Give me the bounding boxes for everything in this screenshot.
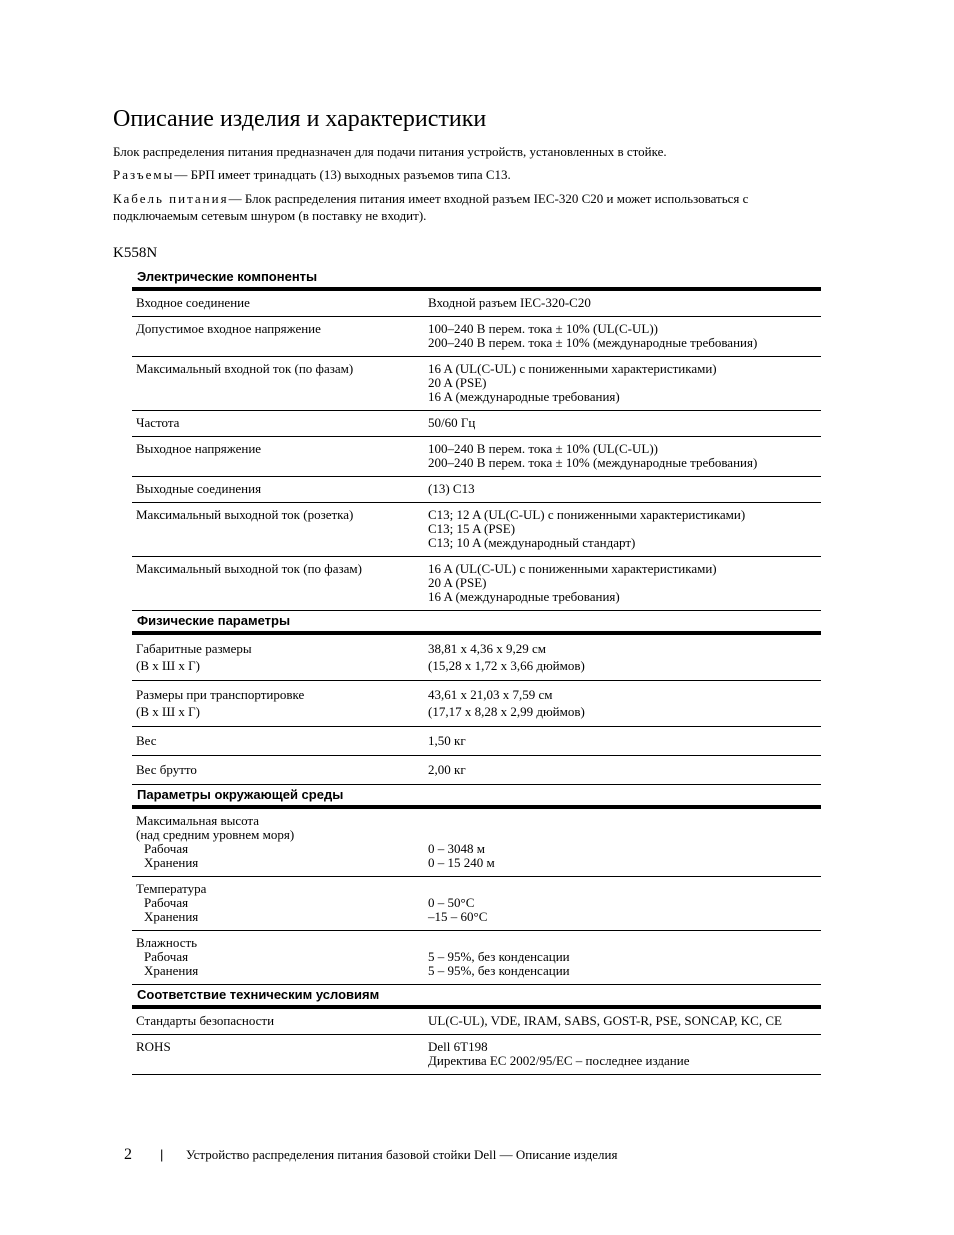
spec-value bbox=[428, 357, 821, 410]
spec-row bbox=[132, 931, 821, 985]
spec-value bbox=[428, 809, 821, 876]
spec-label-line: Рабочая bbox=[144, 895, 189, 910]
spec-row bbox=[132, 557, 821, 611]
spec-value-line: 0 – 3048 м bbox=[428, 841, 485, 856]
spec-value-line: (17,17 x 8,28 x 2,99 дюймов) bbox=[428, 704, 585, 719]
spec-value-line: UL(C-UL), VDE, IRAM, SABS, GOST-R, PSE, SONCAP, KC, CE bbox=[428, 1013, 782, 1028]
spec-label bbox=[132, 317, 428, 356]
spec-label bbox=[132, 1035, 428, 1074]
spec-value bbox=[428, 1035, 821, 1074]
spec-label bbox=[132, 809, 428, 876]
spec-row bbox=[132, 681, 821, 727]
spec-value-line: 200–240 В перем. тока ± 10% (международные требования) bbox=[428, 455, 758, 470]
spec-label bbox=[132, 727, 428, 755]
spec-value bbox=[428, 931, 821, 984]
spec-value-line: 16 A (международные требования) bbox=[428, 389, 620, 404]
page-title: Описание изделия и характеристики bbox=[113, 106, 487, 132]
spec-value-line: –15 – 60°C bbox=[428, 909, 488, 924]
spec-row bbox=[132, 756, 821, 785]
spec-label-line: Частота bbox=[136, 415, 180, 430]
spec-label bbox=[132, 503, 428, 556]
spec-label-line: ROHS bbox=[136, 1039, 171, 1054]
spec-value bbox=[428, 477, 821, 502]
spec-value bbox=[428, 681, 821, 726]
spec-label-line: Вес bbox=[136, 733, 157, 748]
spec-row bbox=[132, 503, 821, 557]
spec-value-line: Директива ЕС 2002/95/ЕС – последнее издание bbox=[428, 1053, 690, 1068]
spec-row bbox=[132, 809, 821, 877]
spec-label-line: (над средним уровнем моря) bbox=[136, 827, 295, 842]
spec-label-line: Габаритные размеры bbox=[136, 641, 252, 656]
spec-value-line: 20 A (PSE) bbox=[428, 375, 487, 390]
spec-label bbox=[132, 357, 428, 410]
spec-row bbox=[132, 317, 821, 357]
spec-label-line: Выходное напряжение bbox=[136, 441, 262, 456]
spacer bbox=[428, 936, 821, 950]
spec-value-line: (15,28 x 1,72 x 3,66 дюймов) bbox=[428, 658, 585, 673]
section-title-physical: Физические параметры bbox=[137, 613, 291, 628]
model-heading: K558N bbox=[113, 245, 158, 261]
spec-label-line: Хранения bbox=[144, 855, 199, 870]
spec-label bbox=[132, 1009, 428, 1034]
spec-label-line: Хранения bbox=[144, 909, 199, 924]
spec-label-line: (В x Ш x Г) bbox=[136, 658, 200, 673]
spec-value-line: 16 A (UL(C-UL) с пониженными характеристиками) bbox=[428, 561, 717, 576]
spec-label-line: (В x Ш x Г) bbox=[136, 704, 200, 719]
spacer bbox=[428, 814, 821, 828]
spec-value-line: 16 A (международные требования) bbox=[428, 589, 620, 604]
spec-value bbox=[428, 1009, 821, 1034]
spec-value-line: 100–240 В перем. тока ± 10% (UL(C-UL)) bbox=[428, 441, 658, 456]
connectors-term: Разъемы bbox=[113, 167, 175, 182]
spec-value-line: Dell 6T198 bbox=[428, 1039, 488, 1054]
spec-label bbox=[132, 635, 428, 680]
footer-title: Устройство распределения питания базовой стойки Dell — Описание изделия bbox=[186, 1147, 618, 1162]
page-number: 2 bbox=[124, 1146, 132, 1163]
specifications-table bbox=[132, 267, 821, 1075]
spec-label bbox=[132, 931, 428, 984]
spec-value-line: 200–240 В перем. тока ± 10% (международные требования) bbox=[428, 335, 758, 350]
spec-value-line: C13; 10 A (международный стандарт) bbox=[428, 535, 636, 550]
spec-label-line: Стандарты безопасности bbox=[136, 1013, 275, 1028]
spec-label-line: Входное соединение bbox=[136, 295, 250, 310]
spec-row bbox=[132, 727, 821, 756]
spec-value-line: (13) C13 bbox=[428, 481, 475, 496]
spec-label-line: Хранения bbox=[144, 963, 199, 978]
spec-label-line: Максимальный выходной ток (по фазам) bbox=[136, 561, 362, 576]
spec-label bbox=[132, 557, 428, 610]
spec-value-line: 50/60 Гц bbox=[428, 415, 476, 430]
spec-value-line: 5 – 95%, без конденсации bbox=[428, 963, 570, 978]
connectors-text: — БРП имеет тринадцать (13) выходных разъемов типа C13. bbox=[174, 167, 511, 182]
spec-value-line: 43,61 x 21,03 x 7,59 см bbox=[428, 687, 553, 702]
spec-label-line: Допустимое входное напряжение bbox=[136, 321, 321, 336]
spec-value bbox=[428, 727, 821, 755]
spec-row bbox=[132, 357, 821, 411]
power-cable-term: Кабель питания bbox=[113, 191, 229, 206]
spacer bbox=[428, 828, 821, 842]
spec-value bbox=[428, 503, 821, 556]
spec-value-line: 16 A (UL(C-UL) с пониженными характеристиками) bbox=[428, 361, 717, 376]
spec-label bbox=[132, 291, 428, 316]
intro-paragraph: Блок распределения питания предназначен для подачи питания устройств, установленных в стойке. bbox=[113, 144, 667, 159]
spec-value bbox=[428, 411, 821, 436]
spec-value bbox=[428, 756, 821, 784]
spec-value-line: 38,81 x 4,36 x 9,29 см bbox=[428, 641, 546, 656]
spec-label-line: Размеры при транспортировке bbox=[136, 687, 305, 702]
spec-value-line: 20 A (PSE) bbox=[428, 575, 487, 590]
spec-label-line: Выходные соединения bbox=[136, 481, 262, 496]
spec-row bbox=[132, 1009, 821, 1035]
spec-label bbox=[132, 756, 428, 784]
spec-label-line: Максимальная высота bbox=[136, 813, 260, 828]
power-cable-text: — Блок распределения питания имеет входной разъем IEC-320 C20 и может использоваться с подключаемым сетевым шнуром (в поставку не входит). bbox=[113, 191, 749, 223]
spec-label bbox=[132, 681, 428, 726]
spec-label bbox=[132, 877, 428, 930]
spec-value-line: Входной разъем IEC-320-C20 bbox=[428, 295, 591, 310]
spec-row bbox=[132, 437, 821, 477]
spec-value-line: 0 – 50°C bbox=[428, 895, 475, 910]
spec-value bbox=[428, 291, 821, 316]
footer-separator: | bbox=[160, 1147, 164, 1162]
spec-row bbox=[132, 477, 821, 503]
spec-row bbox=[132, 877, 821, 931]
spec-value bbox=[428, 877, 821, 930]
power-cable-paragraph bbox=[113, 190, 803, 224]
spec-value bbox=[428, 317, 821, 356]
spec-row bbox=[132, 411, 821, 437]
spec-value-line: 100–240 В перем. тока ± 10% (UL(C-UL)) bbox=[428, 321, 658, 336]
spec-row bbox=[132, 635, 821, 681]
spec-value-line: 1,50 кг bbox=[428, 733, 466, 748]
spec-value bbox=[428, 557, 821, 610]
spec-label-line: Влажность bbox=[136, 935, 198, 950]
section-title-compliance: Соответствие техническим условиям bbox=[137, 987, 380, 1002]
spec-label-line: Максимальный выходной ток (розетка) bbox=[136, 507, 354, 522]
spec-value-line: 2,00 кг bbox=[428, 762, 466, 777]
connectors-paragraph bbox=[113, 166, 833, 183]
spec-value-line: C13; 12 A (UL(C-UL) с пониженными характеристиками) bbox=[428, 507, 746, 522]
spec-label-line: Рабочая bbox=[144, 841, 189, 856]
spacer bbox=[428, 882, 821, 896]
spec-row bbox=[132, 1035, 821, 1075]
spec-label-line: Максимальный входной ток (по фазам) bbox=[136, 361, 354, 376]
spec-value bbox=[428, 635, 821, 680]
spec-label bbox=[132, 411, 428, 436]
spec-label-line: Рабочая bbox=[144, 949, 189, 964]
section-title-electrical: Электрические компоненты bbox=[137, 269, 318, 284]
spec-row bbox=[132, 291, 821, 317]
spec-value-line: C13; 15 A (PSE) bbox=[428, 521, 516, 536]
spec-label bbox=[132, 477, 428, 502]
spec-value-line: 0 – 15 240 м bbox=[428, 855, 495, 870]
spec-label-line: Вес брутто bbox=[136, 762, 197, 777]
spec-value bbox=[428, 437, 821, 476]
section-title-environment: Параметры окружающей среды bbox=[137, 787, 344, 802]
spec-label bbox=[132, 437, 428, 476]
spec-label-line: Температура bbox=[136, 881, 207, 896]
page-footer bbox=[124, 1146, 617, 1164]
spec-value-line: 5 – 95%, без конденсации bbox=[428, 949, 570, 964]
